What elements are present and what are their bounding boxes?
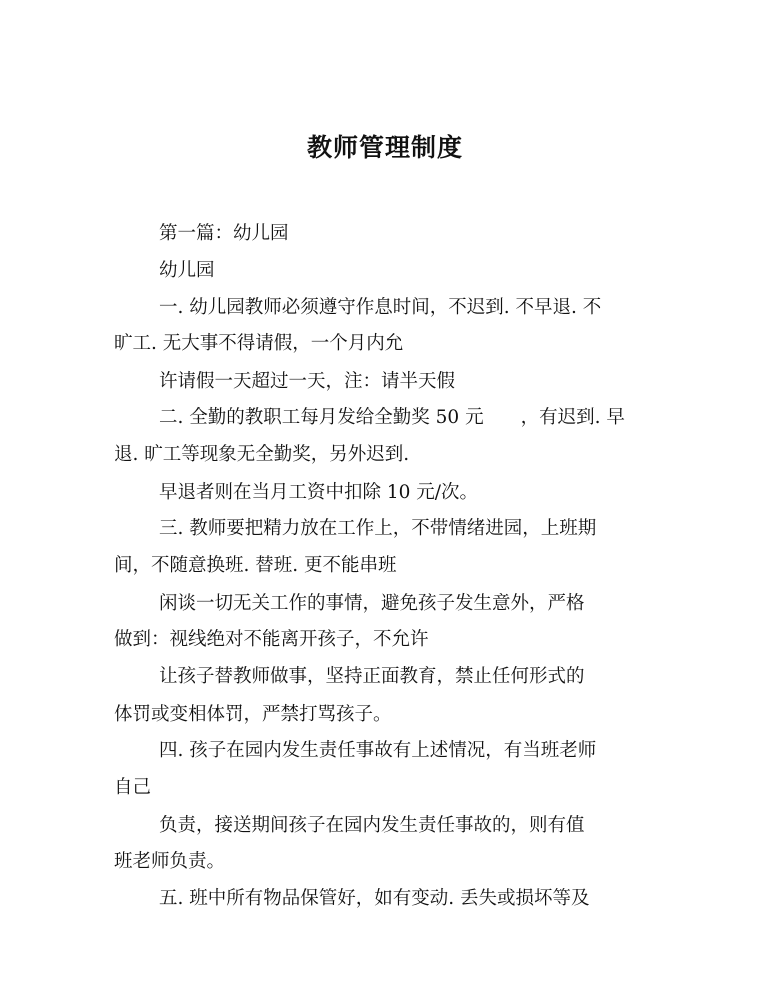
paragraph-line: 许请假一天超过一天，注：请半天假 [159,371,456,392]
paragraph-line: 让孩子替教师做事，坚持正面教育，禁止任何形式的 [159,666,585,687]
paragraph-line: 幼儿园 [159,260,215,281]
paragraph-line: 做到：视线绝对不能离开孩子，不允许 [114,629,429,650]
paragraph-line: 班老师负责。 [114,851,226,872]
section-heading: 第一篇：幼儿园 [159,223,289,244]
paragraph-line: 间，不随意换班. 替班. 更不能串班 [114,555,397,576]
paragraph-line: 一. 幼儿园教师必须遵守作息时间，不迟到. 不早退. 不 [159,297,602,318]
paragraph-line: 早退者则在当月工资中扣除 10 元/次。 [159,482,479,503]
paragraph-line: 自己 [114,777,152,798]
document-title: 教师管理制度 [306,133,463,162]
paragraph-line: 负责，接送期间孩子在园内发生责任事故的，则有值 [159,815,585,836]
paragraph-line: 旷工. 无大事不得请假，一个月内允 [114,333,404,354]
paragraph-line: 退. 旷工等现象无全勤奖，另外迟到. [114,444,410,465]
paragraph-line: 二. 全勤的教职工每月发给全勤奖 50 元 ，有迟到. 早 [159,407,625,428]
paragraph-line: 闲谈一切无关工作的事情，避免孩子发生意外，严格 [159,593,585,614]
paragraph-line: 三. 教师要把精力放在工作上，不带情绪进园，上班期 [159,518,597,539]
paragraph-line: 体罚或变相体罚，严禁打骂孩子。 [114,704,392,725]
paragraph-line: 四. 孩子在园内发生责任事故有上述情况，有当班老师 [159,740,597,761]
paragraph-line: 五. 班中所有物品保管好，如有变动. 丢失或损坏等及 [159,888,590,909]
